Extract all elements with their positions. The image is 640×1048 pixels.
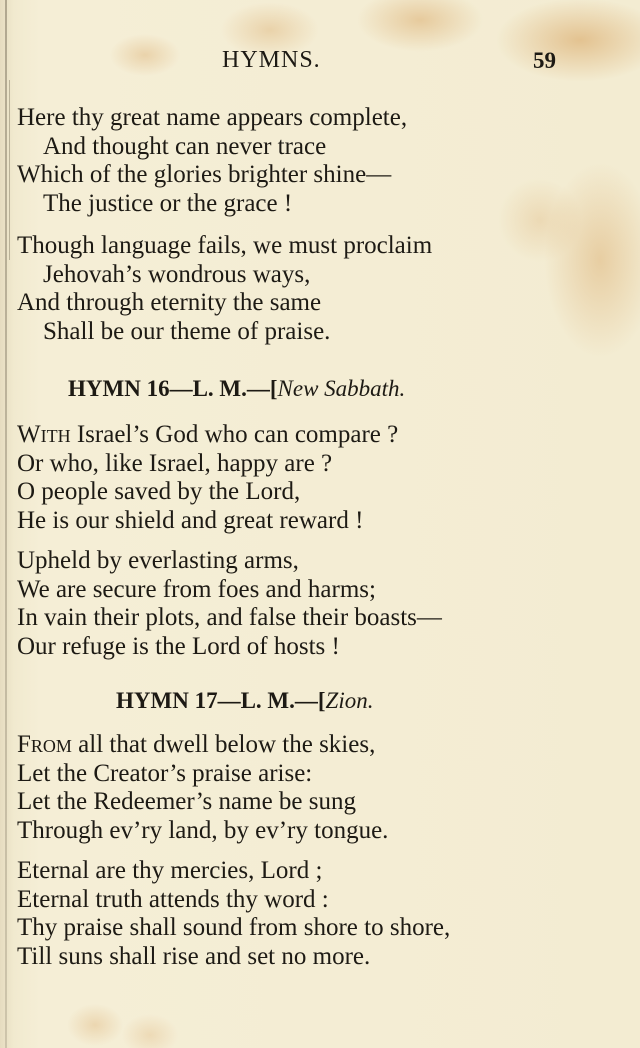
hymn-17-stanza-1 [17,731,388,845]
verse-line: Through ev’ry land, by ev’ry tongue. [17,816,389,844]
verse-line: Jehovah’s wondrous ways, [43,260,311,288]
verse-line: And thought can never trace [43,132,327,160]
hymn-16-stanza-2 [17,547,442,661]
verse-line: Till suns shall rise and set no more. [17,942,371,970]
verse-line [17,731,388,760]
tune-name: Zion. [325,688,374,713]
hymn-17-heading [116,688,373,714]
verse-line: The justice or the grace ! [43,189,293,217]
verse-line: Here thy great name appears complete, [17,104,408,131]
verse-line: He is our shield and great reward ! [17,506,364,534]
verse-line: Or who, like Israel, happy are ? [17,449,333,477]
page-number: 59 [533,48,556,73]
verse-line: Let the Redeemer’s name be sung [17,788,357,815]
verse-line [17,421,398,450]
verse-line: Upheld by everlasting arms, [17,547,299,574]
verse-line-rest: Israel’s God who can compare ? [70,421,399,448]
verse-line: Eternal truth attends thy word : [17,885,329,913]
verse-line: We are secure from foes and harms; [17,575,376,603]
page-spine-edge [5,0,7,1048]
verse-line: Our refuge is the Lord of hosts ! [17,632,340,660]
verse-line: Shall be our theme of praise. [43,317,331,345]
verse-line: O people saved by the Lord, [17,478,301,505]
continuation-stanza-2 [17,232,432,346]
verse-line: Thy praise shall sound from shore to shore, [17,914,451,941]
verse-line: Which of the glories brighter shine— [17,161,392,188]
running-header-title: HYMNS. [222,47,321,73]
opening-word: With [17,421,71,448]
verse-line-rest: all that dwell below the skies, [71,731,376,758]
verse-line: Though language fails, we must proclaim [17,232,433,259]
page-spine-shadow [9,80,10,260]
verse-line: And through eternity the same [17,289,322,316]
hymn-number-meter: HYMN 17—L. M.—[ [116,688,326,713]
verse-line: Eternal are thy mercies, Lord ; [17,857,323,884]
hymn-16-heading [68,376,405,402]
opening-word: From [17,731,72,758]
hymn-17-stanza-2 [17,857,450,971]
hymn-number-meter: HYMN 16—L. M.—[ [68,376,278,401]
tune-name: New Sabbath. [277,376,406,401]
verse-line: Let the Creator’s praise arise: [17,759,313,787]
continuation-stanza-1 [17,104,407,218]
hymn-16-stanza-1 [17,421,398,535]
verse-line: In vain their plots, and false their boasts— [17,604,442,631]
